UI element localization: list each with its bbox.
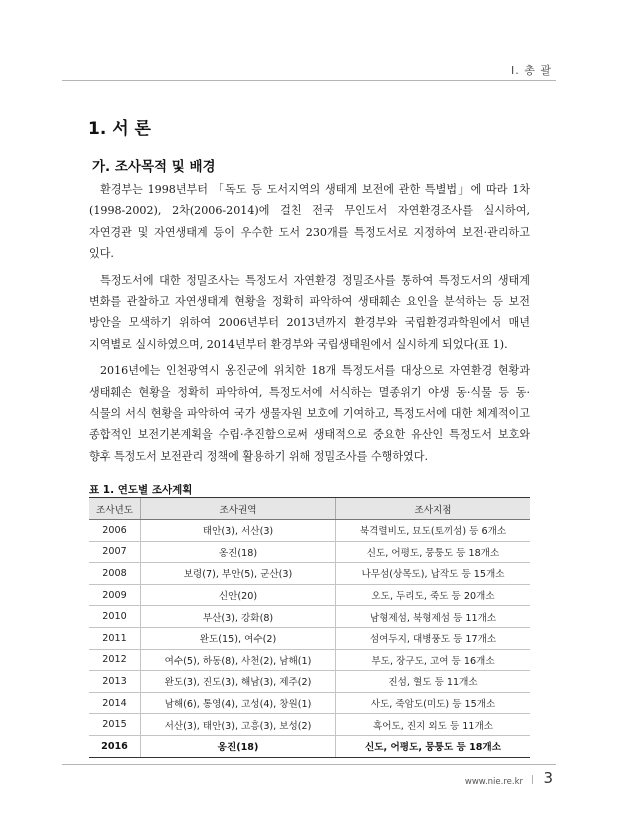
paragraph-3: 2016년에는 인천광역시 옹진군에 위치한 18개 특정도서를 대상으로 자연환경 현황과 생태훼손 현황을 정확히 파악하여, 특정도서에 서식하는 멸종위기 야생 동·식물 등 동·식물의 서식 현황을 파악하여 국가 생물자원 보호에 기여하고, 특정도서에 대한 체계적이고 종합적인 보전기본계획을 수립·추진함으로써 생태적으로 중요한 유산인 특정도서 보호와 향후 특정도서 보전관리 정책에 활용하기 위해 정밀조사를 수행하였다. <box>89 364 530 463</box>
table-row <box>89 671 530 693</box>
cell-year: 2012 <box>89 649 141 671</box>
paragraph-1: 환경부는 1998년부터 「독도 등 도서지역의 생태계 보전에 관한 특별법」에 따라 1차(1998-2002), 2차(2006-2014)에 걸친 전국 무인도서 자연환경조사를 실시하여, 자연경관 및 자연생태계 등이 우수한 도서 230개를 특정도서로 지정하여 보전·관리하고 있다. <box>89 183 530 261</box>
cell-area: 완도(3), 진도(3), 해남(3), 제주(2) <box>141 671 336 693</box>
cell-area: 보령(7), 부안(5), 군산(3) <box>141 563 336 585</box>
cell-sites: 사도, 죽암도(미도) 등 15개소 <box>336 692 531 714</box>
table-caption: 표 1. 연도별 조사계획 <box>89 484 193 496</box>
cell-sites: 오도, 두리도, 죽도 등 20개소 <box>336 584 531 606</box>
cell-year: 2011 <box>89 627 141 649</box>
header-sites: 조사지점 <box>336 498 531 520</box>
cell-area: 완도(15), 여수(2) <box>141 627 336 649</box>
cell-year: 2007 <box>89 541 141 563</box>
cell-year: 2008 <box>89 563 141 585</box>
table-row <box>89 692 530 714</box>
footer-separator: | <box>530 775 534 785</box>
cell-area: 남해(6), 통영(4), 고성(4), 창원(1) <box>141 692 336 714</box>
header-area: 조사권역 <box>141 498 336 520</box>
table-header-row <box>89 498 530 520</box>
cell-sites: 북격렬비도, 묘도(토끼섬) 등 6개소 <box>336 520 531 542</box>
cell-area: 옹진(18) <box>141 541 336 563</box>
cell-sites: 섬여두지, 대병풍도 등 17개소 <box>336 627 531 649</box>
paragraph-2: 특정도서에 대한 정밀조사는 특정도서 자연환경 정밀조사를 통하여 특정도서의 생태계 변화를 관찰하고 자연생태계 현황을 정확히 파악하여 생태훼손 요인을 분석하는 등 보전 방안을 모색하기 위하여 2006년부터 2013년까지 환경부와 국립환경과학원에서 매년 지역별로 실시하였으며, 2014년부터 환경부와 국립생태원에서 실시하게 되었다(표 1). <box>89 273 530 351</box>
table-row <box>89 584 530 606</box>
cell-sites: 나무섬(상목도), 납작도 등 15개소 <box>336 563 531 585</box>
cell-year: 2013 <box>89 671 141 693</box>
cell-area: 신안(20) <box>141 584 336 606</box>
table-row <box>89 714 530 736</box>
chapter-header: Ⅰ. 총 괄 <box>511 64 552 77</box>
table-row <box>89 627 530 649</box>
cell-area: 태안(3), 서산(3) <box>141 520 336 542</box>
section-title: 1. 서 론 <box>88 119 151 139</box>
cell-year: 2010 <box>89 606 141 628</box>
cell-year: 2009 <box>89 584 141 606</box>
header-year: 조사년도 <box>89 498 141 520</box>
cell-sites: 신도, 어평도, 뭉퉁도 등 18개소 <box>336 541 531 563</box>
table-row <box>89 541 530 563</box>
footer-url: www.nie.re.kr <box>464 777 523 787</box>
page-number: 3 <box>543 769 553 787</box>
table-row <box>89 649 530 671</box>
cell-sites: 신도, 어평도, 뭉퉁도 등 18개소 <box>336 735 531 757</box>
survey-plan-table <box>89 497 530 758</box>
table-row <box>89 520 530 542</box>
cell-year: 2016 <box>89 735 141 757</box>
body-text <box>89 179 530 472</box>
cell-year: 2006 <box>89 520 141 542</box>
cell-sites: 흑어도, 진지 외도 등 11개소 <box>336 714 531 736</box>
table-row <box>89 606 530 628</box>
table-row-current-year <box>89 735 530 757</box>
cell-year: 2014 <box>89 692 141 714</box>
cell-area: 부산(3), 강화(8) <box>141 606 336 628</box>
cell-sites: 남형제섬, 북형제섬 등 11개소 <box>336 606 531 628</box>
header-divider <box>62 80 556 81</box>
sub-title: 가. 조사목적 및 배경 <box>92 159 216 175</box>
cell-year: 2015 <box>89 714 141 736</box>
cell-area: 옹진(18) <box>141 735 336 757</box>
footer-divider <box>62 764 556 765</box>
table-row <box>89 563 530 585</box>
cell-sites: 부도, 장구도, 고여 등 16개소 <box>336 649 531 671</box>
cell-sites: 진섬, 혈도 등 11개소 <box>336 671 531 693</box>
cell-area: 서산(3), 태안(3), 고흥(3), 보성(2) <box>141 714 336 736</box>
cell-area: 여수(5), 하동(8), 사천(2), 남해(1) <box>141 649 336 671</box>
